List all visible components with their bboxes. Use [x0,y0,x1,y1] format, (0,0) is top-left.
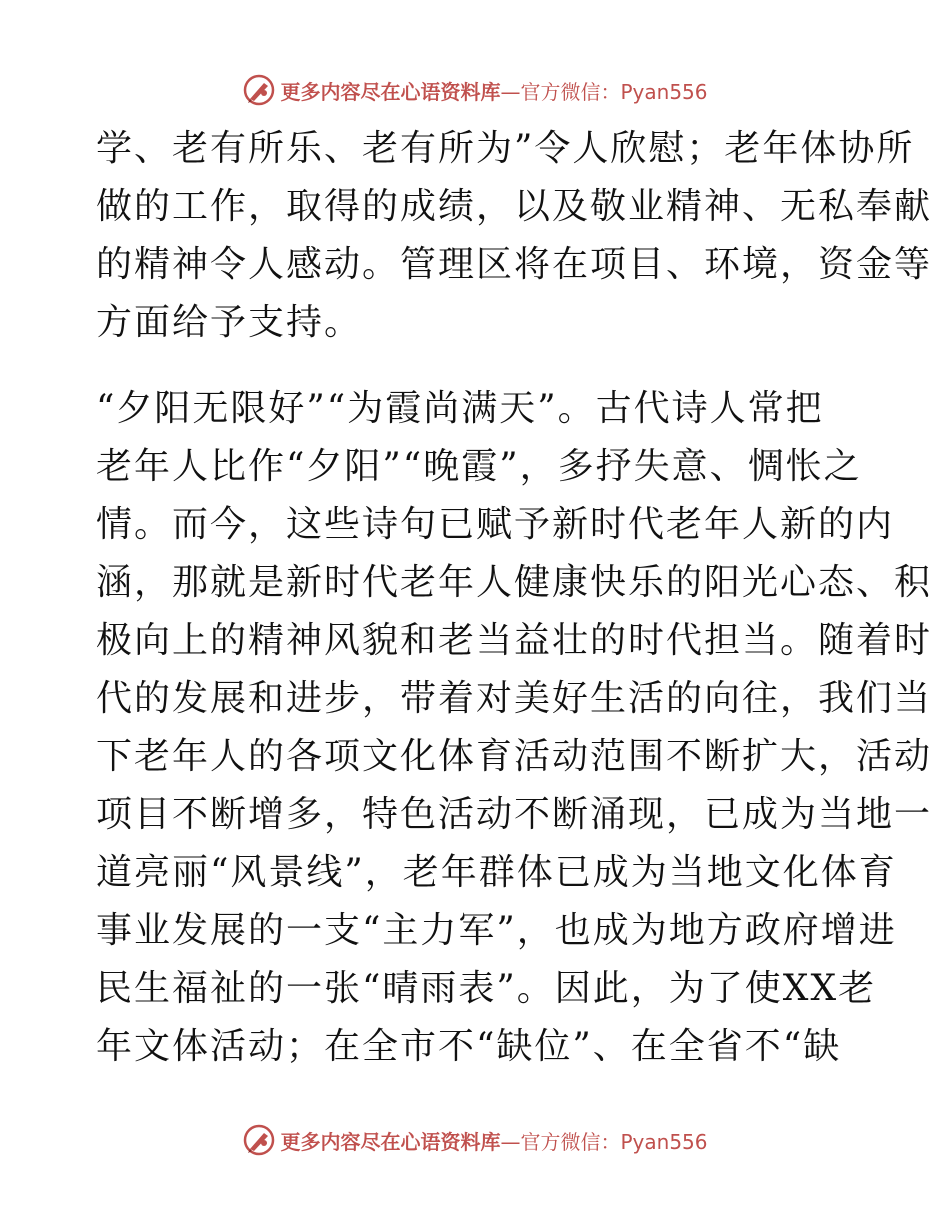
text-line: 代的发展和进步，带着对美好生活的向往，我们当 [96,678,933,719]
watermark-text [280,76,707,105]
footer-watermark [0,1122,950,1158]
watermark-separator: — [500,79,521,104]
watermark-wechat-label: 官方微信： [520,79,621,104]
text-line: 下老年人的各项文化体育活动范围不断扩大，活动 [96,736,933,777]
text-line: “夕阳无限好”“为霞尚满天”。古代诗人常把 [96,388,824,429]
header-watermark [0,72,950,108]
text-line: 民生福祉的一张“晴雨表”。因此，为了使XX老 [96,968,877,1009]
paragraph [96,380,933,1076]
text-line: 方面给予支持。 [96,302,363,343]
text-line: 年文体活动；在全市不“缺位”、在全省不“缺 [96,1026,842,1067]
text-line: 道亮丽“风景线”，老年群体已成为当地文化体育 [96,852,897,893]
watermark-site-text: 更多内容尽在心语资料库 [280,79,501,104]
paragraph-gap [96,352,856,380]
text-line: 事业发展的一支“主力军”，也成为地方政府增进 [96,910,897,951]
watermark-wechat-id: Pyan556 [620,79,708,104]
text-line: 的精神令人感动。管理区将在项目、环境，资金等 [96,244,933,285]
text-line: 做的工作，取得的成绩，以及敬业精神、无私奉献 [96,186,933,227]
watermark-site-text: 更多内容尽在心语资料库 [280,1129,501,1154]
text-line: 涵，那就是新时代老年人健康快乐的阳光心态、积 [96,562,933,603]
text-line: 情。而今，这些诗句已赋予新时代老年人新的内 [96,504,895,545]
pen-logo-icon [242,73,276,107]
text-line: 学、老有所乐、老有所为”令人欣慰；老年体协所 [96,128,915,169]
watermark-wechat-id: Pyan556 [620,1129,708,1154]
watermark-separator: — [500,1129,521,1154]
text-line: 极向上的精神风貌和老当益壮的时代担当。随着时 [96,620,933,661]
watermark-wechat-label: 官方微信： [520,1129,621,1154]
text-line: 老年人比作“夕阳”“晚霞”，多抒失意、惆怅之 [96,446,862,487]
paragraph [96,120,933,352]
text-line: 项目不断增多，特色活动不断涌现，已成为当地一 [96,794,933,835]
watermark-text [280,1126,707,1155]
pen-logo-icon [242,1123,276,1157]
document-body [96,120,933,1076]
